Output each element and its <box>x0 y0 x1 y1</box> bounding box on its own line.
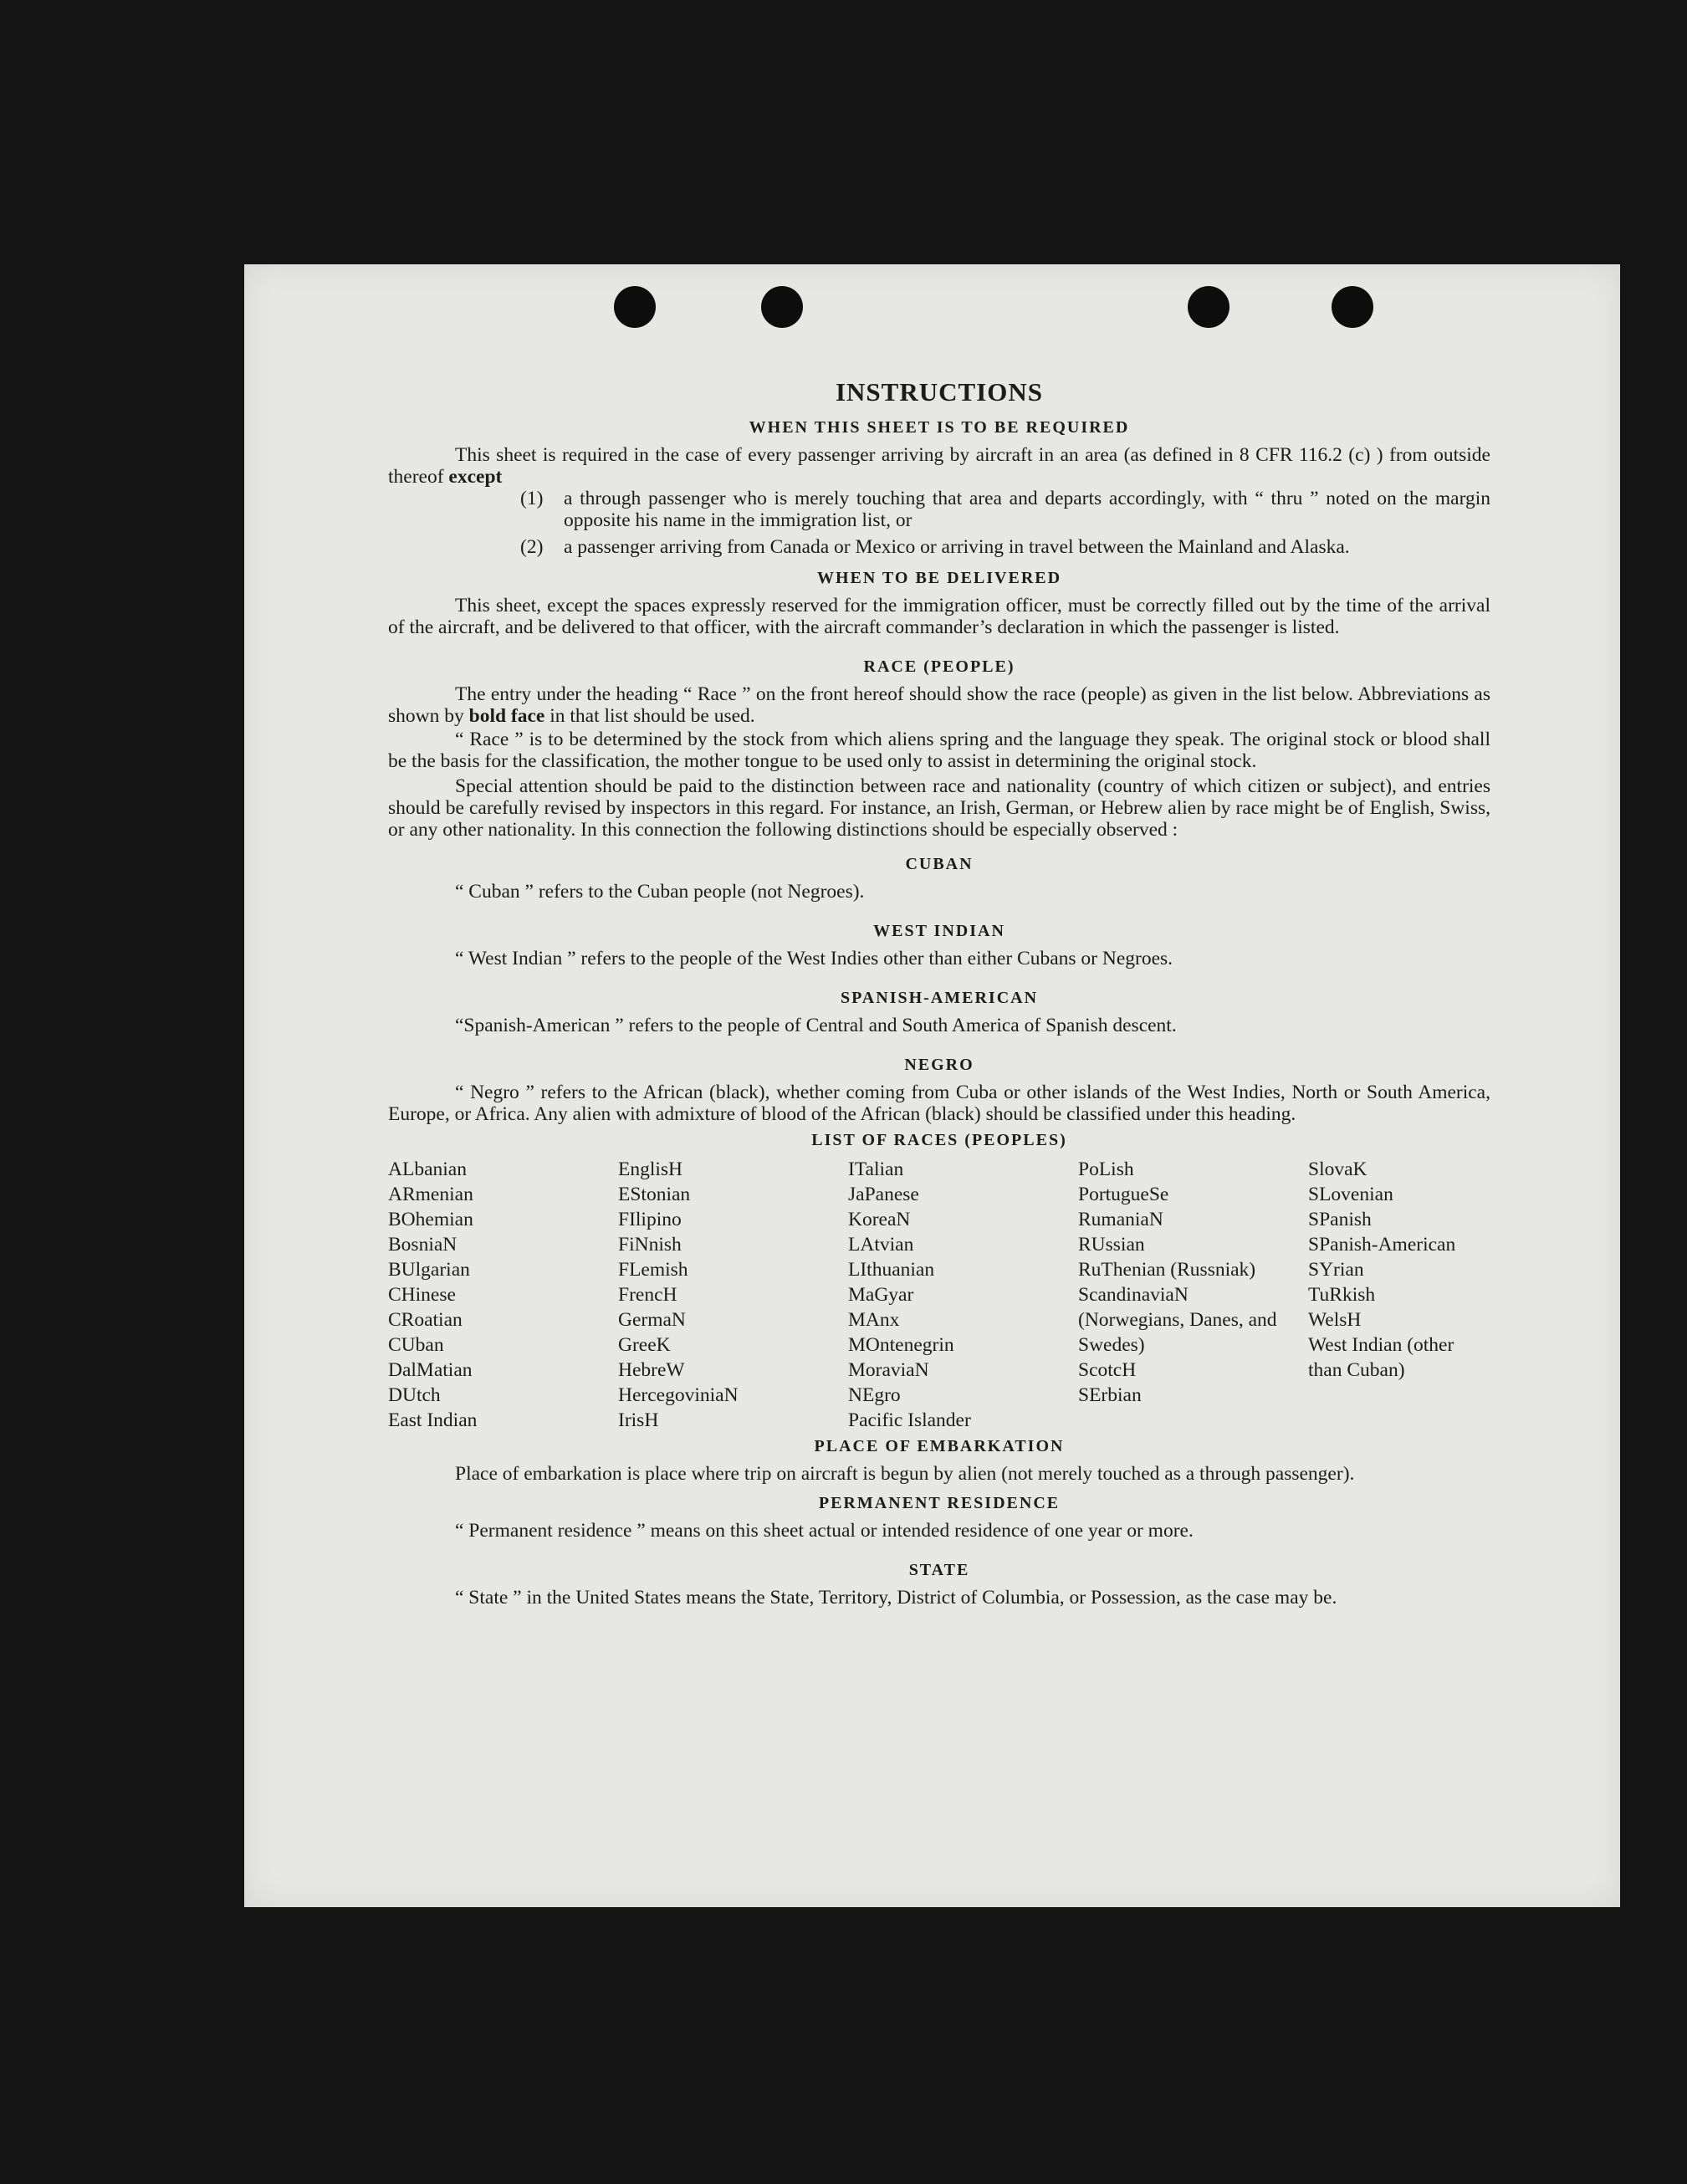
paragraph-race-2: “ Race ” is to be determined by the stock from which aliens spring and the language they speak. The original stock or blood shall be the basis for the classification, the mother tongue to be used only to assist in determining the original stock. <box>388 729 1490 772</box>
race-entry: LAtvian <box>848 1234 914 1256</box>
race-entry: ScotcH <box>1078 1359 1137 1381</box>
race-entry: TuRkish <box>1308 1284 1376 1306</box>
section-heading-state: STATE <box>908 1561 970 1579</box>
section-heading-list-of-races: LIST OF RACES (PEOPLES) <box>811 1131 1067 1149</box>
section-heading-negro: NEGRO <box>904 1056 974 1074</box>
punch-hole <box>1332 286 1373 328</box>
race-entry: SLovenian <box>1308 1184 1393 1205</box>
race-entry: LIthuanian <box>848 1259 935 1281</box>
paragraph-embarkation: Place of embarkation is place where trip on aircraft is begun by alien (not merely touched as a through passenger). <box>455 1463 1355 1485</box>
race-entry: ARmenian <box>388 1184 473 1205</box>
race-entry: BOhemian <box>388 1209 473 1230</box>
race-entry: FIlipino <box>618 1209 682 1230</box>
section-heading-spanish-american: SPANISH-AMERICAN <box>840 989 1039 1007</box>
race-entry: West Indian (other than Cuban) <box>1308 1334 1454 1381</box>
paragraph-west-indian: “ West Indian ” refers to the people of the West Indies other than either Cubans or Negroes. <box>455 948 1173 969</box>
punch-hole <box>761 286 803 328</box>
paragraph-race-1: The entry under the heading “ Race ” on the front hereof should show the race (people) as given in the list below. Abbreviations as shown by bold face in that list should be used. <box>388 683 1490 727</box>
race-entry: EnglisH <box>618 1158 683 1180</box>
race-entry: EStonian <box>618 1184 691 1205</box>
race-entry: KoreaN <box>848 1209 911 1230</box>
paragraph-negro: “ Negro ” refers to the African (black), whether coming from Cuba or other islands of the West Indies, North or South America, Europe, or Africa. Any alien with admixture of blood of the African (black) should be classified under this heading. <box>388 1082 1490 1125</box>
punch-hole <box>614 286 656 328</box>
race-entry: GreeK <box>618 1334 671 1356</box>
exception-item: (1) a through passenger who is merely touching that area and departs accordingly, with “ thru ” noted on the margin opposite his name in the immigration list, or <box>520 488 1490 531</box>
race-entry: RUssian <box>1078 1234 1145 1256</box>
section-heading-race: RACE (PEOPLE) <box>863 657 1015 676</box>
document-body <box>388 377 1490 1609</box>
paragraph-when-required: This sheet is required in the case of every passenger arriving by aircraft in an area (as defined in 8 CFR 116.2 (c) ) from outside thereof except <box>388 444 1490 488</box>
races-column-3 <box>848 1157 1078 1433</box>
race-entry: HercegoviniaN <box>618 1384 739 1406</box>
race-entry: SlovaK <box>1308 1158 1367 1180</box>
race-entry: RumaniaN <box>1078 1209 1163 1230</box>
race-entry: JaPanese <box>848 1184 919 1205</box>
section-heading-embarkation: PLACE OF EMBARKATION <box>814 1437 1065 1455</box>
race-entry: NEgro <box>848 1384 901 1406</box>
race-entry: CUban <box>388 1334 444 1356</box>
races-column-4 <box>1078 1157 1308 1433</box>
section-heading-when-delivered: WHEN TO BE DELIVERED <box>816 569 1062 587</box>
race-entry: SYrian <box>1308 1259 1364 1281</box>
section-heading-west-indian: WEST INDIAN <box>873 922 1005 940</box>
race-entry: FrencH <box>618 1284 677 1306</box>
page-title: INSTRUCTIONS <box>835 377 1043 407</box>
races-column-1 <box>388 1157 618 1433</box>
section-heading-cuban: CUBAN <box>905 855 974 873</box>
race-entry: SPanish <box>1308 1209 1372 1230</box>
race-entry: ALbanian <box>388 1158 467 1180</box>
section-heading-when-required: WHEN THIS SHEET IS TO BE REQUIRED <box>749 418 1130 437</box>
race-entry: FLemish <box>618 1259 688 1281</box>
race-entry: DUtch <box>388 1384 441 1406</box>
race-entry: CHinese <box>388 1284 456 1306</box>
race-entry: MAnx <box>848 1309 900 1331</box>
race-entry: Pacific Islander <box>848 1409 971 1431</box>
race-entry: BosniaN <box>388 1234 458 1256</box>
paragraph-state: “ State ” in the United States means the State, Territory, District of Columbia, or Possession, as the case may be. <box>455 1587 1337 1609</box>
paragraph-cuban: “ Cuban ” refers to the Cuban people (not Negroes). <box>455 881 865 903</box>
race-entry: ITalian <box>848 1158 904 1180</box>
race-entry: PortugueSe <box>1078 1184 1169 1205</box>
paragraph-spanish-american: “Spanish-American ” refers to the people of Central and South America of Spanish descent. <box>455 1015 1177 1036</box>
punch-hole <box>1188 286 1229 328</box>
exception-item: (2) a passenger arriving from Canada or Mexico or arriving in travel between the Mainland and Alaska. <box>520 536 1350 558</box>
race-entry: GermaN <box>618 1309 686 1331</box>
race-entry: SPanish-American <box>1308 1234 1456 1256</box>
race-entry: CRoatian <box>388 1309 463 1331</box>
paragraph-residence: “ Permanent residence ” means on this sheet actual or intended residence of one year or more. <box>455 1520 1194 1542</box>
race-entry: ScandinaviaN (Norwegians, Danes, and Swedes) <box>1078 1284 1277 1356</box>
race-entry: BUlgarian <box>388 1259 470 1281</box>
paragraph-race-3: Special attention should be paid to the distinction between race and nationality (country of which citizen or subject), and entries should be carefully revised by inspectors in this regard. For instance, an Irish, German, or Hebrew alien by race might be of English, Swiss, or any other nationality. In this connection the following distinctions should be especially observed : <box>388 775 1490 841</box>
paragraph-when-delivered: This sheet, except the spaces expressly reserved for the immigration officer, must be correctly filled out by the time of the arrival of the aircraft, and be delivered to that officer, with the aircraft commander’s declaration in which the passenger is listed. <box>388 595 1490 638</box>
race-entry: HebreW <box>618 1359 685 1381</box>
race-entry: MOntenegrin <box>848 1334 954 1356</box>
race-entry: WelsH <box>1308 1309 1362 1331</box>
races-list <box>388 1157 1490 1433</box>
race-entry: SErbian <box>1078 1384 1142 1406</box>
race-entry: PoLish <box>1078 1158 1134 1180</box>
keyword-except: except <box>448 466 503 488</box>
races-column-2 <box>618 1157 848 1433</box>
race-entry: East Indian <box>388 1409 478 1431</box>
race-entry: RuThenian (Russniak) <box>1078 1259 1256 1281</box>
races-column-5 <box>1308 1157 1490 1433</box>
race-entry: DalMatian <box>388 1359 473 1381</box>
race-entry: MaGyar <box>848 1284 914 1306</box>
section-heading-residence: PERMANENT RESIDENCE <box>818 1494 1061 1512</box>
document-page <box>244 264 1620 1907</box>
race-entry: IrisH <box>618 1409 659 1431</box>
race-entry: FiNnish <box>618 1234 682 1256</box>
race-entry: MoraviaN <box>848 1359 929 1381</box>
